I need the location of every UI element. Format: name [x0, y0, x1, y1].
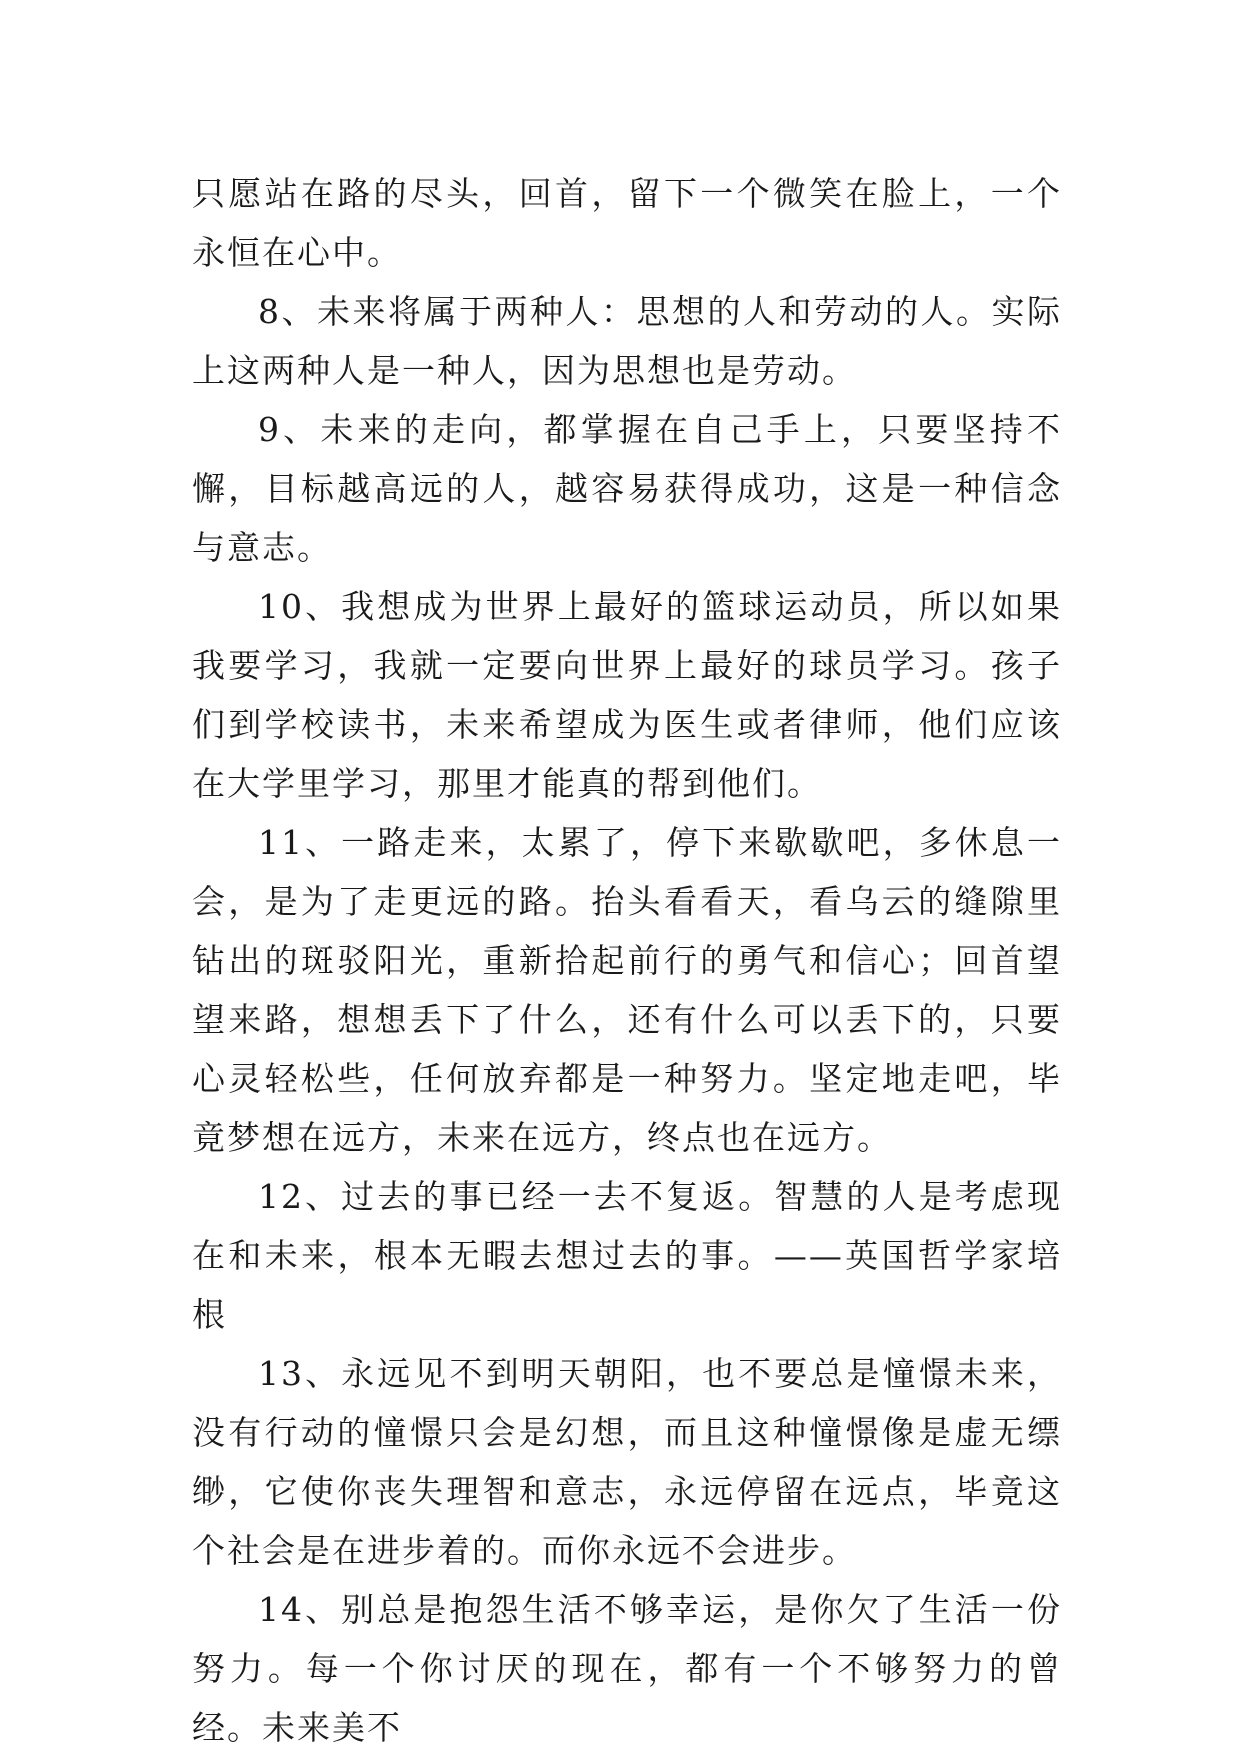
paragraph-quote-11: 11、一路走来，太累了，停下来歇歇吧，多休息一会，是为了走更远的路。抬头看看天，看乌云的缝隙里钻出的斑驳阳光，重新拾起前行的勇气和信心；回首望望来路，想想丢下了什么，还有什么可以丢下的，只要心灵轻松些，任何放弃都是一种努力。坚定地走吧，毕竟梦想在远方，未来在远方，终点也在远方。 [192, 823, 1062, 1157]
body-text [192, 164, 1062, 1757]
paragraph-quote-9: 9、未来的走向，都掌握在自己手上，只要坚持不懈，目标越高远的人，越容易获得成功，这是一种信念与意志。 [192, 410, 1062, 567]
paragraph-quote-14: 14、别总是抱怨生活不够幸运，是你欠了生活一份努力。每一个你讨厌的现在，都有一个不够努力的曾经。未来美不 [192, 1590, 1062, 1747]
paragraph-quote-10: 10、我想成为世界上最好的篮球运动员，所以如果我要学习，我就一定要向世界上最好的球员学习。孩子们到学校读书，未来希望成为医生或者律师，他们应该在大学里学习，那里才能真的帮到他们。 [192, 587, 1062, 803]
paragraph-quote-8: 8、未来将属于两种人：思想的人和劳动的人。实际上这两种人是一种人，因为思想也是劳动。 [192, 292, 1062, 390]
paragraph-quote-13: 13、永远见不到明天朝阳，也不要总是憧憬未来，没有行动的憧憬只会是幻想，而且这种憧憬像是虚无缥缈，它使你丧失理智和意志，永远停留在远点，毕竟这个社会是在进步着的。而你永远不会进步。 [192, 1354, 1062, 1570]
paragraph-continuation: 只愿站在路的尽头，回首，留下一个微笑在脸上，一个永恒在心中。 [192, 174, 1062, 272]
paragraph-quote-12: 12、过去的事已经一去不复返。智慧的人是考虑现在和未来，根本无暇去想过去的事。——英国哲学家培根 [192, 1177, 1062, 1334]
